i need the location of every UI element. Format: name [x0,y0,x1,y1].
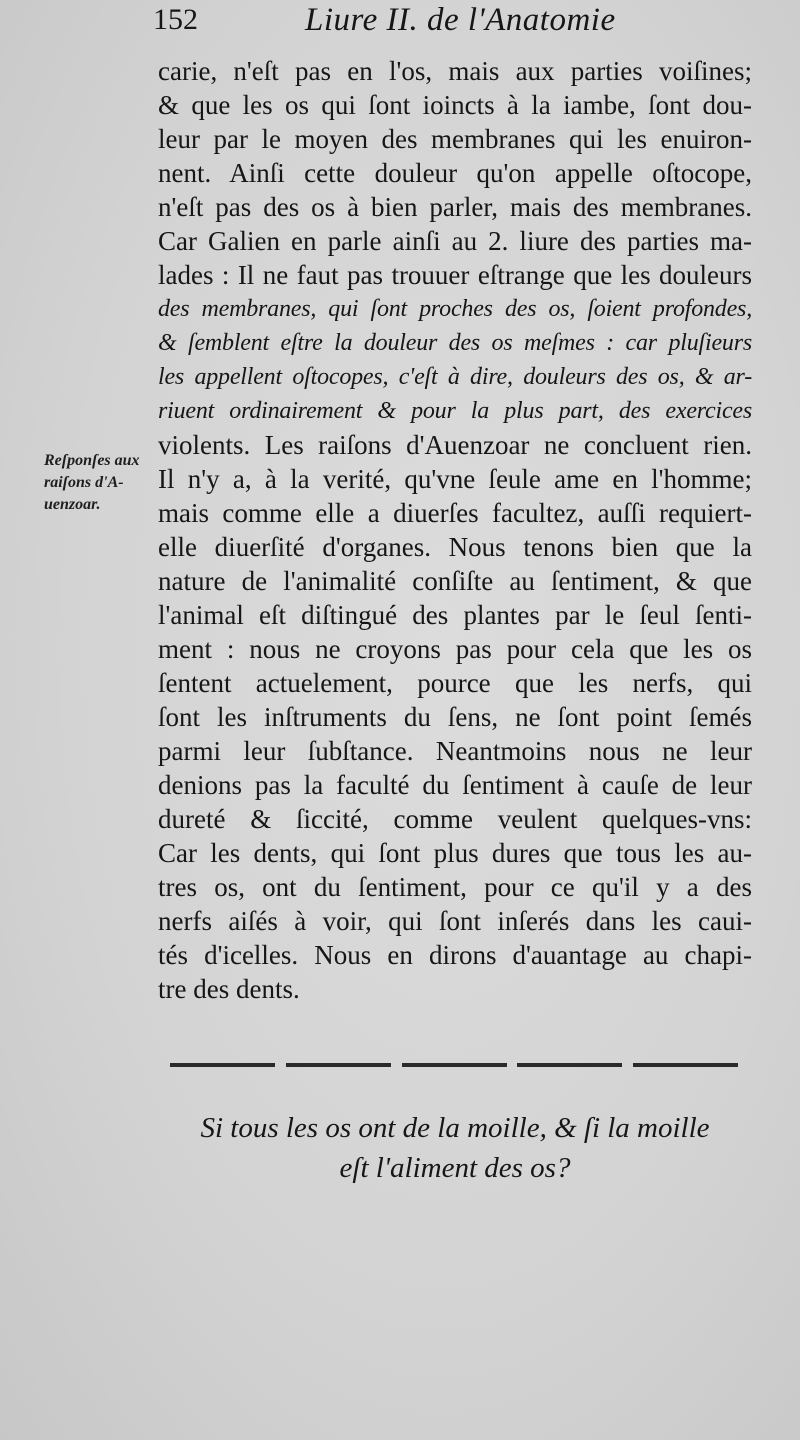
text-line: violents. Les raiſons d'Auenzoar ne concluent rien. [158,430,752,460]
text-line: mais comme elle a diuerſes facultez, auſſi requiert- [158,498,752,528]
text-line: & que les os qui ſont ioincts à la iambe, ſont dou- [158,90,752,120]
marginal-note-line: uenzoar. [44,496,101,513]
text-line-quote: les appellent oſtocopes, c'eſt à dire, douleurs des os, & ar- [158,364,752,390]
marginal-note [44,450,154,516]
text-line: leur par le moyen des membranes qui les enuiron- [158,124,752,154]
text-line: tres os, ont du ſentiment, pour ce qu'il y a des [158,872,752,902]
chapter-title-line: Si tous les os ont de la moille, & ſi la moille [200,1112,710,1144]
text-line: Car les dents, qui ſont plus dures que tous les au- [158,838,752,868]
text-line-quote: riuent ordinairement & pour la plus part, des exercices [158,398,752,424]
text-line: denions pas la faculté du ſentiment à cauſe de leur [158,770,752,800]
marginal-note-line: Reſponſes aux [44,452,140,469]
text-line: elle diuerſité d'organes. Nous tenons bien que la [158,532,752,562]
text-line: Il n'y a, à la verité, qu'vne ſeule ame en l'homme; [158,464,752,494]
text-line: ment : nous ne croyons pas pour cela que les os [158,634,752,664]
text-line: n'eſt pas des os à bien parler, mais des membranes. [158,192,752,222]
text-line: lades : Il ne faut pas trouuer eſtrange que les douleurs [158,260,752,290]
text-line: nent. Ainſi cette douleur qu'on appelle oſtocope, [158,158,752,188]
text-line: parmi leur ſubſtance. Neantmoins nous ne leur [158,736,752,766]
text-line: tre des dents. [158,974,300,1004]
text-line-quote: des membranes, qui ſont proches des os, ſoient profondes, [158,296,752,322]
text-line: nerfs aiſés à voir, qui ſont inſerés dans les caui- [158,906,752,936]
section-divider [170,1063,738,1067]
text-line: Car Galien en parle ainſi au 2. liure des parties ma- [158,226,752,256]
text-line: ſont les inſtruments du ſens, ne ſont point ſemés [158,702,752,732]
page-number: 152 [153,3,198,36]
text-line: nature de l'animalité conſiſte au ſentiment, & que [158,566,752,596]
text-line-quote: & ſemblent eſtre la douleur des os meſmes : car pluſieurs [158,330,752,356]
text-line: l'animal eſt diſtingué des plantes par le ſeul ſenti- [158,600,752,630]
text-line: ſentent actuelement, pource que les nerfs, qui [158,668,752,698]
text-line: tés d'icelles. Nous en dirons d'auantage au chapi- [158,940,752,970]
running-head: Liure II. de l'Anatomie [305,2,616,38]
chapter-title-line: eſt l'aliment des os? [339,1152,571,1184]
marginal-note-line: raiſons d'A- [44,474,124,491]
text-line: carie, n'eſt pas en l'os, mais aux parties voiſines; [158,56,752,86]
text-line: dureté & ſiccité, comme veulent quelques-vns: [158,804,752,834]
